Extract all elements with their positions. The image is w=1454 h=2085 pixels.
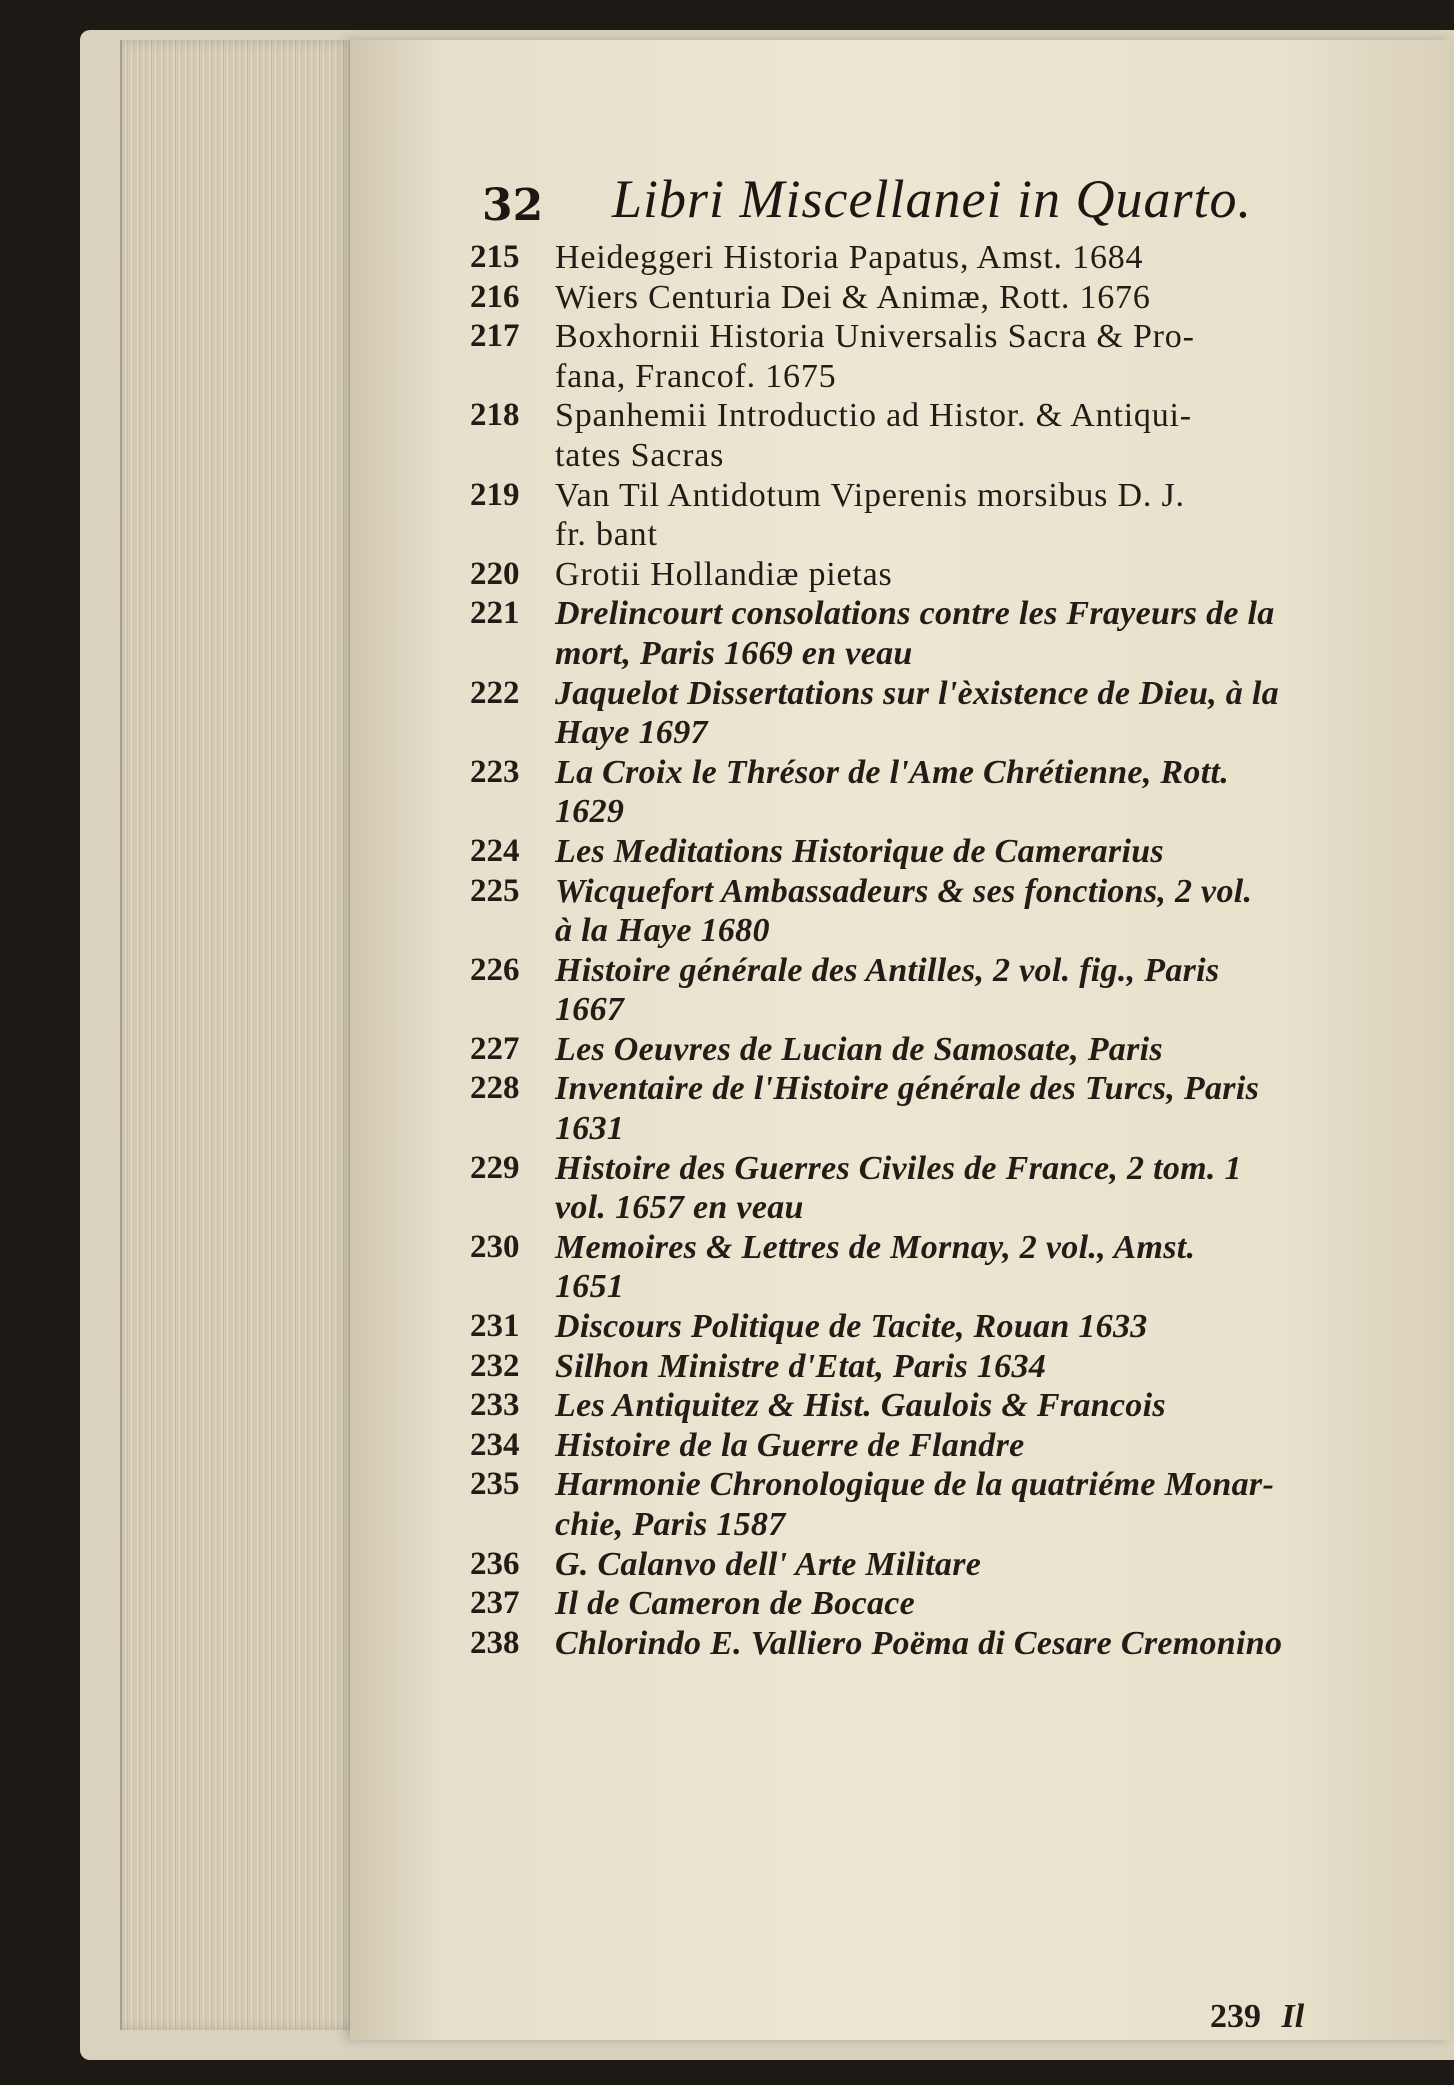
entry-text — [555, 1624, 1350, 1664]
entry-line: mort, Paris 1669 en veau — [555, 634, 913, 672]
entry-number: 227 — [470, 1030, 520, 1067]
entry-line: 1651 — [555, 1268, 625, 1306]
entry-text — [555, 753, 1350, 832]
entry-text — [555, 832, 1350, 872]
entry-text — [555, 396, 1350, 475]
entry-text — [555, 317, 1350, 396]
catalogue-entry — [470, 1347, 1350, 1387]
entry-line: chie, Paris 1587 — [555, 1506, 786, 1543]
catchword-word: Il — [1281, 1998, 1305, 2035]
entry-text — [555, 951, 1350, 1030]
entry-line: Histoire des Guerres Civiles de France, 2 tom. 1 — [555, 1149, 1242, 1187]
entry-number: 235 — [470, 1466, 520, 1503]
entry-text — [555, 278, 1350, 318]
entry-line: Silhon Ministre d'Etat, Paris 1634 — [555, 1347, 1047, 1385]
entry-line: Chlorindo E. Valliero Poëma di Cesare Cremonino — [555, 1624, 1283, 1662]
catalogue-entry — [470, 1149, 1350, 1228]
entry-line: Van Til Antidotum Viperenis morsibus D. J. — [555, 476, 1185, 514]
entry-line: fr. bant — [555, 516, 658, 554]
entry-number: 236 — [470, 1545, 520, 1582]
catalogue-entry — [470, 396, 1350, 475]
entry-number: 225 — [470, 872, 520, 909]
entry-line: 1629 — [555, 793, 625, 831]
page-header — [482, 158, 1382, 238]
entry-number: 237 — [470, 1585, 520, 1622]
entry-line: Drelincourt consolations contre les Frayeurs de la — [555, 595, 1275, 633]
catalogue-entry — [470, 594, 1350, 673]
entry-text — [555, 1149, 1350, 1228]
catchword-number: 239 — [1210, 1998, 1261, 2035]
catalogue-entry — [470, 674, 1350, 753]
entry-line: Boxhornii Historia Universalis Sacra & Pro- — [555, 318, 1195, 356]
entry-line: Spanhemii Introductio ad Histor. & Antiqui- — [555, 397, 1192, 435]
entry-text — [555, 1386, 1350, 1426]
entry-line: fana, Francof. 1675 — [555, 357, 837, 395]
entry-text — [555, 674, 1350, 753]
catalogue-entry — [470, 1030, 1350, 1070]
catalogue-entry — [470, 872, 1350, 951]
entry-number: 229 — [470, 1149, 520, 1186]
catalogue-entry — [470, 1426, 1350, 1466]
catalogue-entry — [470, 753, 1350, 832]
entry-text — [555, 872, 1350, 951]
catalogue-entry — [470, 1545, 1350, 1585]
catalogue-entry — [470, 1465, 1350, 1544]
entry-number: 230 — [470, 1228, 520, 1265]
entry-line: Haye 1697 — [555, 714, 708, 752]
entry-number: 218 — [470, 397, 520, 434]
entry-line: Histoire de la Guerre de Flandre — [555, 1426, 1025, 1464]
catalogue-entry — [470, 278, 1350, 318]
catalogue-entry — [470, 1584, 1350, 1624]
entry-number: 223 — [470, 753, 520, 790]
page-number: 32 — [482, 180, 544, 231]
catalogue-entry — [470, 476, 1350, 555]
page-edges — [120, 40, 372, 2030]
entry-text — [555, 555, 1350, 595]
entry-line: Les Antiquitez & Hist. Gaulois & Francois — [555, 1387, 1166, 1425]
entry-text — [555, 1069, 1350, 1148]
catalogue-entry — [470, 1228, 1350, 1307]
entry-text — [555, 1307, 1350, 1347]
entry-list — [470, 238, 1350, 1663]
entry-number: 216 — [470, 278, 520, 315]
entry-line: La Croix le Thrésor de l'Ame Chrétienne, Rott. — [555, 753, 1229, 791]
entry-text — [555, 1228, 1350, 1307]
entry-number: 234 — [470, 1426, 520, 1463]
catalogue-entry — [470, 238, 1350, 278]
entry-number: 217 — [470, 318, 520, 355]
entry-number: 219 — [470, 476, 520, 513]
entry-line: vol. 1657 en veau — [555, 1189, 804, 1227]
entry-text — [555, 1347, 1350, 1387]
entry-line: à la Haye 1680 — [555, 912, 770, 950]
catchword — [1210, 1998, 1304, 2036]
entry-line: Memoires & Lettres de Mornay, 2 vol., Amst. — [555, 1228, 1196, 1266]
entry-line: tates Sacras — [555, 436, 725, 474]
entry-number: 231 — [470, 1308, 520, 1345]
entry-line: Jaquelot Dissertations sur l'èxistence de Dieu, à la — [555, 674, 1279, 712]
entry-number: 220 — [470, 555, 520, 592]
catalogue-entry — [470, 951, 1350, 1030]
entry-line: Histoire générale des Antilles, 2 vol. fig., Paris — [555, 951, 1220, 989]
running-title: Libri Miscellanei in Quarto. — [612, 169, 1252, 229]
entry-text — [555, 1465, 1350, 1544]
catalogue-entry — [470, 1069, 1350, 1148]
catalogue-entry — [470, 832, 1350, 872]
entry-number: 228 — [470, 1070, 520, 1107]
catalogue-entry — [470, 317, 1350, 396]
entry-line: Discours Politique de Tacite, Rouan 1633 — [555, 1308, 1148, 1346]
entry-text — [555, 1426, 1350, 1466]
entry-line: 1631 — [555, 1110, 625, 1148]
entry-line: Inventaire de l'Histoire générale des Turcs, Paris — [555, 1070, 1260, 1108]
entry-number: 224 — [470, 832, 520, 869]
entry-text — [555, 594, 1350, 673]
entry-line: Heideggeri Historia Papatus, Amst. 1684 — [555, 239, 1144, 276]
entry-line: Harmonie Chronologique de la quatriéme Monar- — [555, 1466, 1275, 1504]
entry-line: Wicquefort Ambassadeurs & ses fonctions, 2 vol. — [555, 872, 1253, 910]
catalogue-page — [350, 40, 1450, 2040]
entry-line: Les Meditations Historique de Camerarius — [555, 832, 1164, 870]
entry-line: Grotii Hollandiæ pietas — [555, 555, 893, 593]
entry-number: 232 — [470, 1347, 520, 1384]
catalogue-entry — [470, 1307, 1350, 1347]
entry-line: G. Calanvo dell' Arte Militare — [555, 1545, 982, 1583]
entry-line: Wiers Centuria Dei & Animæ, Rott. 1676 — [555, 278, 1151, 316]
entry-number: 222 — [470, 674, 520, 711]
catalogue-entry — [470, 555, 1350, 595]
entry-number: 215 — [470, 239, 520, 275]
entry-number: 226 — [470, 951, 520, 988]
entry-text — [555, 1545, 1350, 1585]
entry-text — [555, 476, 1350, 555]
entry-number: 238 — [470, 1624, 520, 1661]
entry-line: 1667 — [555, 991, 625, 1029]
entry-text — [555, 1584, 1350, 1624]
entry-line: Il de Cameron de Bocace — [555, 1585, 916, 1623]
catalogue-entry — [470, 1386, 1350, 1426]
entry-text — [555, 238, 1350, 278]
entry-number: 221 — [470, 595, 520, 632]
catalogue-entry — [470, 1624, 1350, 1664]
entry-number: 233 — [470, 1387, 520, 1424]
entry-text — [555, 1030, 1350, 1070]
entry-line: Les Oeuvres de Lucian de Samosate, Paris — [555, 1030, 1163, 1068]
